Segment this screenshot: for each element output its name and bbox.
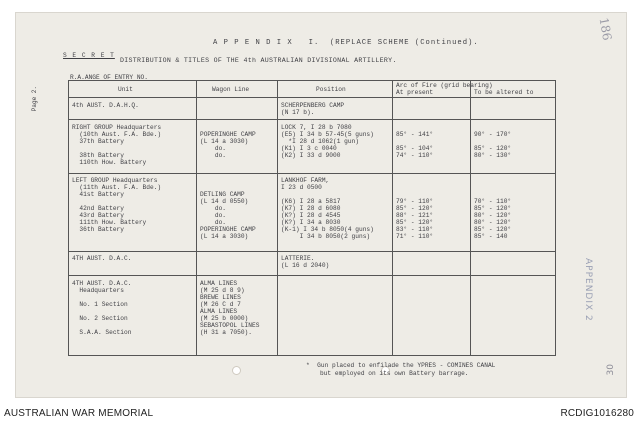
position-cell: LANKHOF FARM, I 23 d 0500 (K6) I 28 a 5817 (K7) I 28 d 6080 (K?) I 28 d 4545 (K?) I 34 a 8030 (K-1) I 34 b 8050(4 guns) I 34 b 8050(2 guns): [281, 177, 374, 240]
arc-altered-cell: 90° - 170° 85° - 120° 80° - 130°: [474, 131, 512, 159]
footer-source: AUSTRALIAN WAR MEMORIAL: [4, 408, 154, 419]
header-divider: [68, 97, 556, 98]
unit-cell: 4TH AUST. D.A.C. Headquarters No. 1 Section No. 2 Section S.A.A. Section: [72, 280, 132, 336]
wagon-line-cell: DETLING CAMP (L 14 d 0550) do. do. do. POPERINGHE CAMP (L 14 a 3030): [200, 191, 256, 240]
arc-present-cell: 79° - 110° 85° - 120° 88° - 121° 85° - 120° 83° - 110° 71° - 110°: [396, 198, 434, 240]
column-divider: [392, 80, 393, 356]
row-divider: [68, 119, 556, 120]
position-cell: LOCK 7, I 28 b 7080 (E5) I 34 b 57-45(5 guns) *I 28 d 1062(1 gun) (K1) I 3 c 0040 (K2) I 33 d 9000: [281, 124, 374, 159]
row-divider: [68, 275, 556, 276]
unit-cell: 4th AUST. D.A.H.Q.: [72, 102, 139, 109]
header-position: Position: [316, 86, 346, 93]
handwritten-folio: 186: [596, 16, 615, 42]
page-heading: A P P E N D I X I. (REPLACE SCHEME (Continued).: [213, 39, 479, 47]
column-divider: [277, 80, 278, 356]
wagon-line-cell: POPERINGHE CAMP (L 14 a 3030) do. do.: [200, 131, 256, 159]
row-divider: [68, 173, 556, 174]
appendix-stamp: APPENDIX 2: [583, 258, 593, 322]
header-at-present: At present: [396, 89, 434, 96]
column-divider: [196, 80, 197, 356]
arc-altered-cell: 70° - 110° 85° - 120° 80° - 120° 80° - 120° 85° - 120° 85° - 140: [474, 198, 512, 240]
page-number: 30: [606, 364, 616, 376]
footer-record-id: RCDIG1016280: [560, 408, 634, 419]
position-cell: SCHERPENBERG CAMP (N 17 b).: [281, 102, 345, 116]
secret-marking: S E C R E T: [63, 52, 115, 59]
column-divider: [470, 80, 471, 356]
unit-cell: RIGHT GROUP Headquarters (10th Aust. F.A. Bde.) 37th Battery 38th Battery 110th How. Battery: [72, 124, 162, 166]
unit-cell: LEFT GROUP Headquarters (11th Aust. F.A. Bde.) 41st Battery 42nd Battery 43rd Battery 111th How. Battery 36th Battery: [72, 177, 162, 233]
header-unit: Unit: [118, 86, 133, 93]
page-subtitle: DISTRIBUTION & TITLES OF THE 4th AUSTRALIAN DIVISIONAL ARTILLERY.: [120, 57, 397, 64]
header-wagon-line: Wagon Line: [212, 86, 250, 93]
position-cell: LATTERIE. (L 16 d 2040): [281, 255, 330, 269]
page-side-label: Page 2.: [31, 86, 38, 112]
archive-footer: [0, 404, 640, 423]
arc-present-cell: 85° - 141° 85° - 104° 74° - 110°: [396, 131, 434, 159]
row-divider: [68, 251, 556, 252]
header-arc-of-fire: Arc of Fire (grid bearing): [396, 82, 493, 89]
punch-hole: [232, 366, 241, 375]
unit-cell: 4TH AUST. D.A.C.: [72, 255, 132, 262]
header-to-be-altered: To be altered to: [474, 89, 534, 96]
wagon-line-cell: ALMA LINES (M 25 d 8 9) BREWE LINES (M 26 C d 7 ALMA LINES (M 25 b 0000) SEBASTOPOL LINES (H 31 a 7050).: [200, 280, 260, 336]
footnote-line-1: * Gun placed to enfilade the YPRES - COMINES CANAL: [306, 362, 496, 369]
footnote-line-2: but employed on its own Battery barrage.: [320, 370, 469, 377]
distribution-label: R.A.ANGE OF ENTRY NO.: [70, 74, 148, 81]
